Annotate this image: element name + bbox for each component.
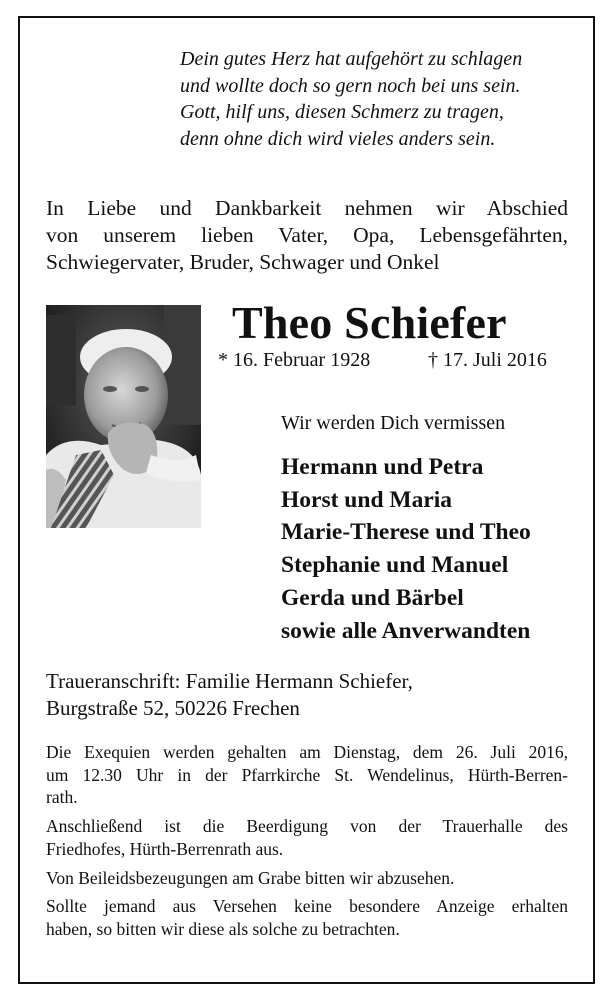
exequien-paragraph [46, 741, 568, 809]
mourner-name: sowie alle Anverwandten [281, 617, 531, 644]
burial-paragraph [46, 815, 568, 860]
mourner-name: Marie-Therese und Theo [281, 519, 531, 546]
poem-line: Dein gutes Herz hat aufgehört zu schlagen [180, 48, 523, 70]
detail-line: Friedhofes, Hürth-Berrenrath aus. [46, 838, 284, 859]
detail-line: um 12.30 Uhr in der Pfarrkirche St. Wendelinus, Hürth-Berren- [46, 764, 568, 785]
poem-verse [180, 46, 522, 152]
notice-paragraph [46, 895, 568, 940]
mourner-name: Hermann und Petra [281, 454, 484, 480]
portrait-image [46, 305, 201, 528]
mourning-address [46, 668, 413, 722]
condolence-paragraph [46, 867, 568, 890]
detail-line: Die Exequien werden gehalten am Dienstag, dem 26. Juli 2016, [46, 742, 568, 762]
address-line: Traueranschrift: Familie Hermann Schiefer, [46, 669, 413, 693]
detail-line: Von Beileidsbezeugungen am Grabe bitten wir abzusehen. [46, 867, 455, 888]
detail-line: rath. [46, 787, 78, 808]
poem-line: und wollte doch so gern noch bei uns sein. [180, 74, 521, 97]
funeral-details [46, 741, 568, 947]
detail-line: Sollte jemand aus Versehen keine besondere Anzeige erhalten [46, 896, 568, 917]
intro-line: Schwiegervater, Bruder, Schwager und Onkel [46, 250, 440, 274]
poem-line: denn ohne dich wird vieles anders sein. [180, 127, 496, 150]
mourners-list [281, 451, 531, 647]
address-line: Burgstraße 52, 50226 Frechen [46, 696, 300, 720]
birth-date: * 16. Februar 1928 [218, 349, 371, 371]
intro-line: In Liebe und Dankbarkeit nehmen wir Abschied [46, 196, 568, 220]
poem-line: Gott, hilf uns, diesen Schmerz zu tragen, [180, 101, 504, 123]
mourners-heading: Wir werden Dich vermissen [281, 412, 506, 434]
detail-line: Anschließend ist die Beerdigung von der Trauerhalle des [46, 816, 568, 837]
detail-line: haben, so bitten wir diese als solche zu betrachten. [46, 918, 400, 939]
death-date: † 17. Juli 2016 [428, 349, 547, 371]
mourner-name: Gerda und Bärbel [281, 584, 464, 611]
deceased-name: Theo Schiefer [232, 297, 507, 348]
intro-text [46, 195, 568, 276]
mourner-name: Horst und Maria [281, 486, 453, 513]
intro-line: von unserem lieben Vater, Opa, Lebensgefährten, [46, 223, 568, 247]
portrait-photo [46, 305, 201, 528]
mourner-name: Stephanie und Manuel [281, 552, 509, 579]
